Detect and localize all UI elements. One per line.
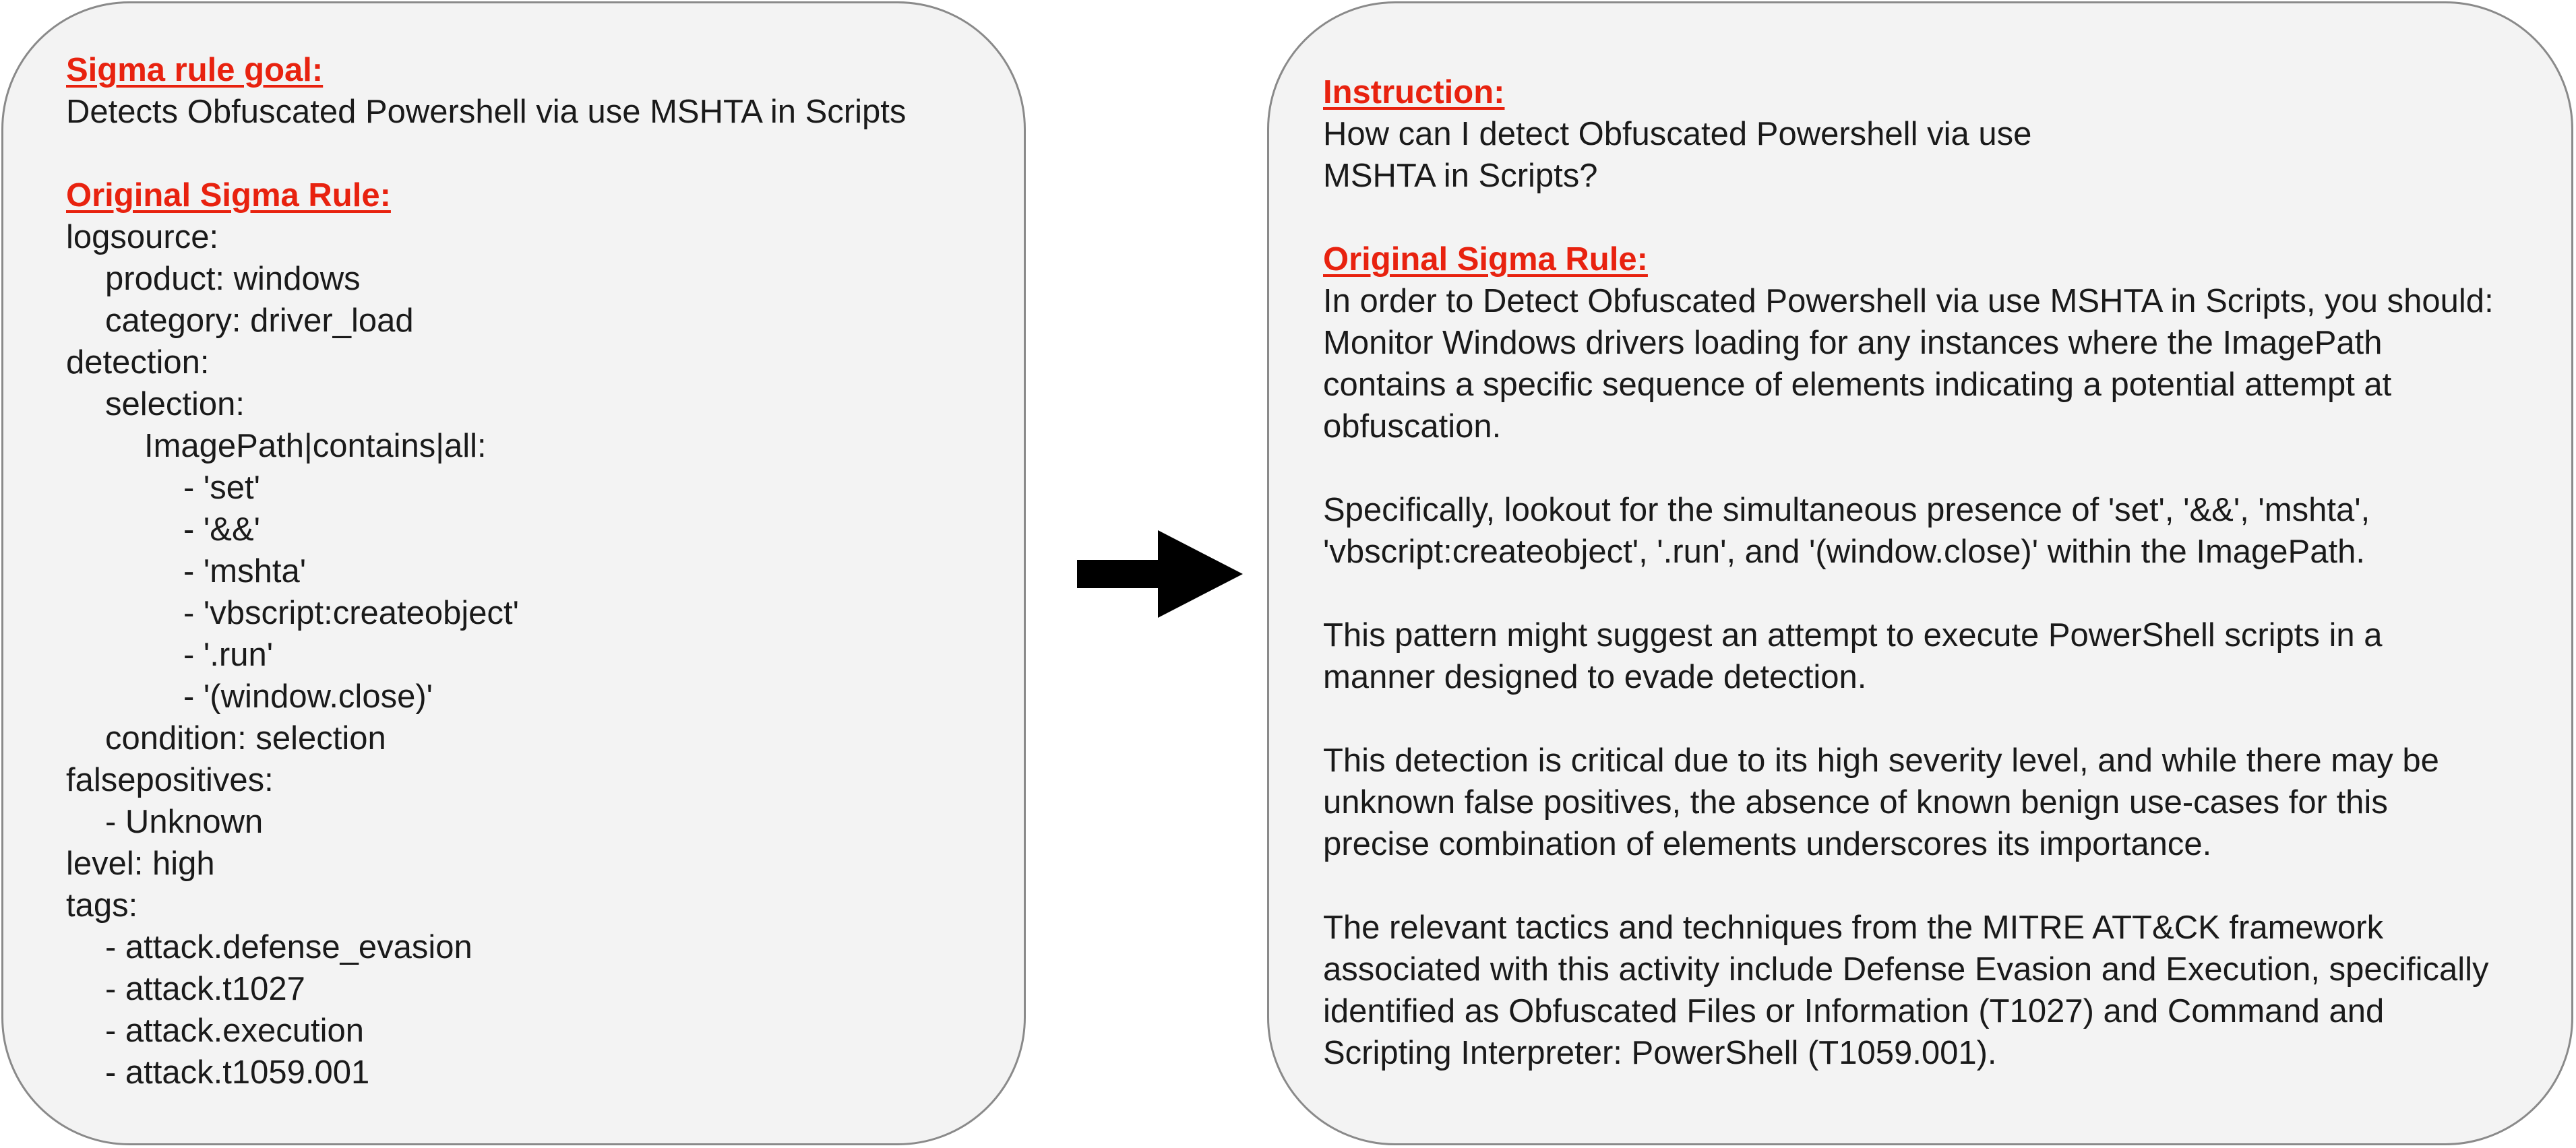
description-line: obfuscation.	[1323, 408, 1502, 445]
rule-line: - '(window.close)'	[183, 678, 433, 715]
rule-heading: Original Sigma Rule:	[66, 177, 391, 214]
instruction-line: MSHTA in Scripts?	[1323, 158, 1598, 194]
rule-line: tags:	[66, 887, 138, 924]
rule-line: category: driver_load	[105, 302, 414, 339]
rule-line: falsepositives:	[66, 762, 274, 798]
rule-line: selection:	[105, 386, 245, 422]
rule-line: - 'vbscript:createobject'	[183, 595, 520, 631]
rule-line: ImagePath|contains|all:	[144, 428, 487, 464]
description-line: associated with this activity include Defense Evasion and Execution, specifically	[1323, 951, 2489, 988]
sigma-rule-content	[66, 49, 906, 1093]
description-line: In order to Detect Obfuscated Powershell via use MSHTA in Scripts, you should:	[1323, 283, 2494, 319]
rule-line: logsource:	[66, 219, 219, 255]
description-line: Monitor Windows drivers loading for any instances where the ImagePath	[1323, 325, 2383, 361]
description-line: 'vbscript:createobject', '.run', and '(window.close)' within the ImagePath.	[1323, 534, 2365, 570]
rule-line: condition: selection	[105, 720, 386, 757]
description-heading: Original Sigma Rule:	[1323, 241, 1648, 278]
description-line: The relevant tactics and techniques from the MITRE ATT&CK framework	[1323, 910, 2384, 946]
description-line: This detection is critical due to its high severity level, and while there may be	[1323, 742, 2439, 779]
right-arrow-icon	[1077, 530, 1246, 618]
rule-line: - 'mshta'	[183, 553, 307, 589]
goal-heading: Sigma rule goal:	[66, 52, 324, 88]
goal-text: Detects Obfuscated Powershell via use MSHTA in Scripts	[66, 94, 907, 130]
description-line: contains a specific sequence of elements indicating a potential attempt at	[1323, 366, 2392, 403]
description-line: precise combination of elements underscores its importance.	[1323, 826, 2212, 862]
description-line: Specifically, lookout for the simultaneous presence of 'set', '&&', 'mshta',	[1323, 492, 2370, 528]
rule-line: product: windows	[105, 261, 361, 297]
instruction-line: How can I detect Obfuscated Powershell via use	[1323, 116, 2032, 152]
description-line: Scripting Interpreter: PowerShell (T1059.001).	[1323, 1035, 1997, 1071]
instruction-heading: Instruction:	[1323, 74, 1505, 110]
rule-line: - '&&'	[183, 511, 261, 548]
rule-line: - attack.defense_evasion	[105, 929, 472, 965]
description-line: manner designed to evade detection.	[1323, 659, 1867, 695]
rule-line: - 'set'	[183, 470, 261, 506]
description-line: This pattern might suggest an attempt to execute PowerShell scripts in a	[1323, 617, 2383, 653]
rule-line: - attack.t1059.001	[105, 1054, 370, 1091]
rule-line: level: high	[66, 846, 215, 882]
description-line: unknown false positives, the absence of known benign use-cases for this	[1323, 784, 2388, 821]
rule-line: detection:	[66, 344, 210, 381]
description-line: identified as Obfuscated Files or Information (T1027) and Command and	[1323, 993, 2385, 1029]
rule-line: - Unknown	[105, 804, 264, 840]
rule-line: - '.run'	[183, 637, 274, 673]
instruction-content	[1323, 71, 2494, 1074]
rule-line: - attack.t1027	[105, 971, 305, 1007]
rule-line: - attack.execution	[105, 1013, 365, 1049]
